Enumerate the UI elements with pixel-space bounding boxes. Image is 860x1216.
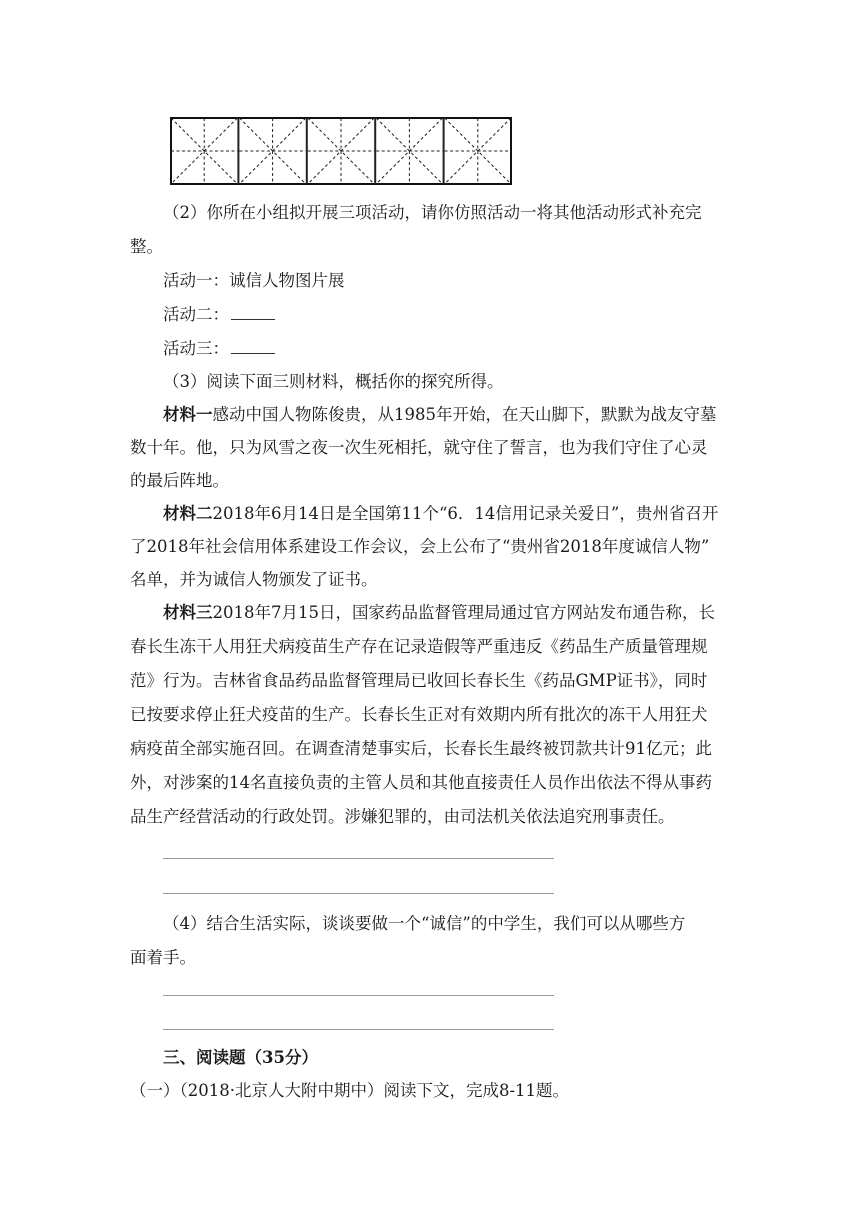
activity-3-label: 活动三： [163,339,229,358]
material-3-text: 2018年7月15日，国家药品监督管理局通过官方网站发布通告称，长 [212,603,715,622]
writing-grid [170,117,512,185]
material-2-label: 材料二 [163,504,213,523]
question-2-line-2: 整。 [130,237,163,256]
activity-2-blank[interactable] [231,305,275,320]
material-2-line-2: 了2018年社会信用体系建设工作会议，会上公布了“贵州省2018年度诚信人物” [130,537,710,556]
activity-1: 活动一：诚信人物图片展 [163,271,345,290]
material-3-label: 材料三 [163,603,213,622]
material-1-line-3: 的最后阵地。 [130,471,229,490]
material-3-line-2: 春长生冻干人用狂犬病疫苗生产存在记录造假等严重违反《药品生产质量管理规 [130,637,708,656]
material-2-text: 2018年6月14日是全国第11个“6．14信用记录关爱日”，贵州省召开 [212,504,719,523]
section-heading: 三、阅读题（35分） [163,1048,318,1067]
material-3-line-5: 病疫苗全部实施召回。在调查清楚事实后，长春长生最终被罚款共计91亿元；此 [130,739,712,758]
question-4-line-1: （4）结合生活实际，谈谈要做一个“诚信”的中学生，我们可以从哪些方 [163,914,686,933]
activity-2-label: 活动二： [163,305,229,324]
question-4-line-2: 面着手。 [130,948,196,967]
answer-line[interactable] [163,1029,554,1030]
material-1-line-2: 数十年。他，只为风雪之夜一次生死相托，就守住了誓言，也为我们守住了心灵 [130,438,708,457]
material-2-line-1 [163,503,763,525]
answer-line[interactable] [163,893,554,894]
material-1-line-1 [163,404,763,426]
question-3-intro: （3）阅读下面三则材料，概括你的探究所得。 [163,372,504,391]
question-2-line-1: （2）你所在小组拟开展三项活动，请你仿照活动一将其他活动形式补充完 [163,203,702,222]
activity-3 [163,338,763,360]
material-2-line-3: 名单，并为诚信人物颁发了证书。 [130,570,378,589]
material-3-line-6: 外，对涉案的14名直接负责的主管人员和其他直接责任人员作出依法不得从事药 [130,773,712,792]
activity-3-blank[interactable] [231,339,275,354]
material-3-line-1 [163,602,763,624]
section-subheading: （一）（2018·北京人大附中期中）阅读下文，完成8-11题。 [130,1081,570,1100]
activity-2 [163,304,763,326]
material-3-line-3: 范》行为。吉林省食品药品监督管理局已收回长春长生《药品GMP证书》，同时 [130,671,708,690]
material-1-label: 材料一 [163,405,213,424]
answer-line[interactable] [163,858,554,859]
material-3-line-7: 品生产经营活动的行政处罚。涉嫌犯罪的，由司法机关依法追究刑事责任。 [130,807,675,826]
material-1-text: 感动中国人物陈俊贵，从1985年开始，在天山脚下，默默为战友守墓 [212,405,717,424]
material-3-line-4: 已按要求停止狂犬疫苗的生产。长春长生正对有效期内所有批次的冻干人用狂犬 [130,705,708,724]
answer-line[interactable] [163,995,554,996]
